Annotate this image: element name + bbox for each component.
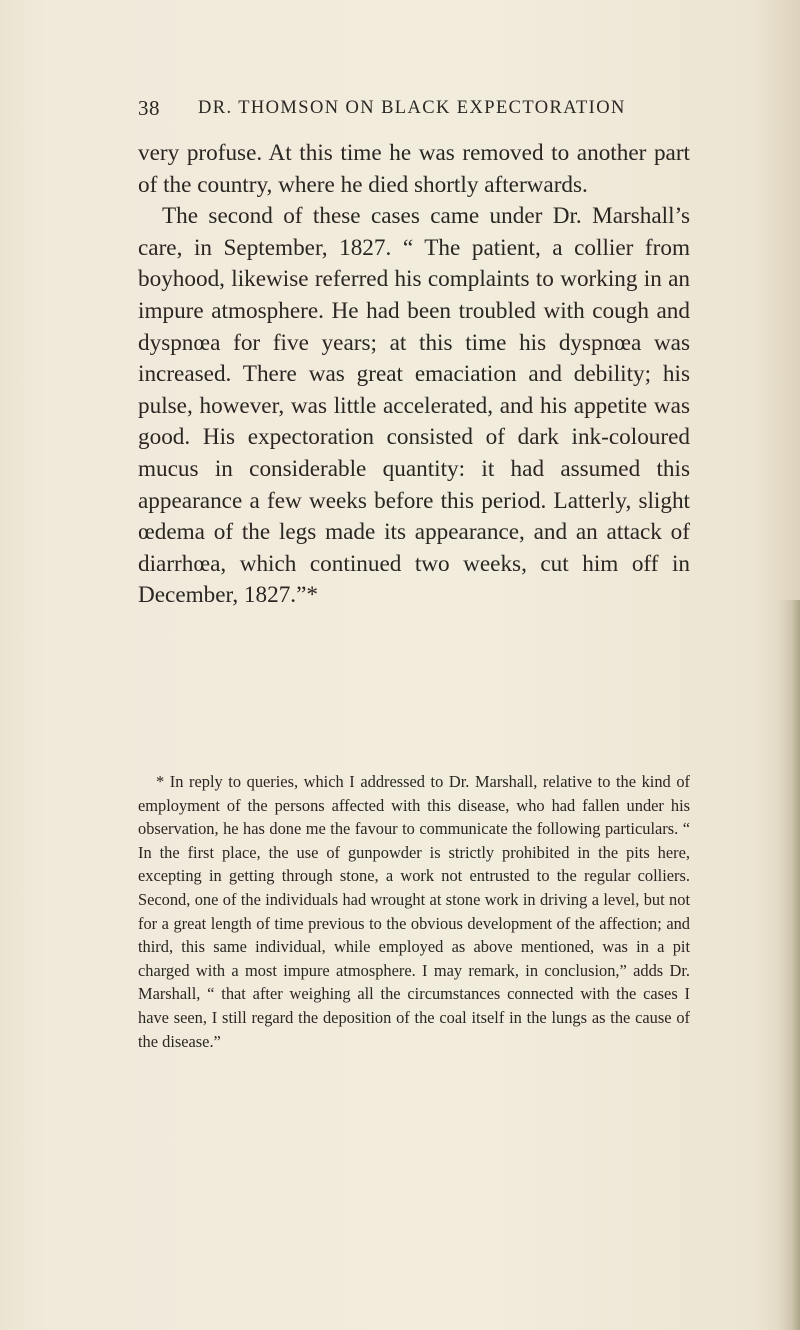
footnote: * In reply to queries, which I addressed to Dr. Marshall, relative to the kind of employment of the persons affected with this disease, who had fallen under his observation, he has done me the favour to communicate the following particulars. “ In the first place, the use of gunpowder is strictly prohibited in the pits here, excepting in getting through stone, a work not entrusted to the regular colliers. Second, one of the individuals had wrought at stone work in driving a level, but not for a great length of time previous to the obvious development of the affection; and third, this same individual, while employed as above mentioned, was in a pit charged with a most impure atmosphere. I may remark, in conclusion,” adds Dr. Marshall, “ that after weighing all the circumstances connected with the cases I have seen, I still regard the deposition of the coal itself in the lungs as the cause of the disease.” [138, 772, 690, 1051]
body-text [138, 138, 690, 612]
page-header [138, 96, 698, 126]
paragraph-1: very profuse. At this time he was removed to another part of the country, where he died shortly afterwards. [138, 140, 690, 198]
paragraph-2: The second of these cases came under Dr. Marshall’s care, in September, 1827. “ The patient, a collier from boyhood, likewise referred his complaints to working in an impure atmosphere. He had been troubled with cough and dyspnœa for five years; at this time his dyspnœa was increased. There was great emaciation and debility; his pulse, however, was little accelerated, and his appetite was good. His expectoration consisted of dark ink-coloured mucus in considerable quantity: it had assumed this appearance a few weeks before this period. Latterly, slight œdema of the legs made its appearance, and an attack of diarrhœa, which continued two weeks, cut him off in December, 1827.”* [138, 203, 690, 609]
running-head: DR. THOMSON ON BLACK EXPECTORATION [198, 98, 626, 118]
page-number: 38 [138, 96, 160, 120]
page-edge-shadow [778, 600, 800, 1330]
